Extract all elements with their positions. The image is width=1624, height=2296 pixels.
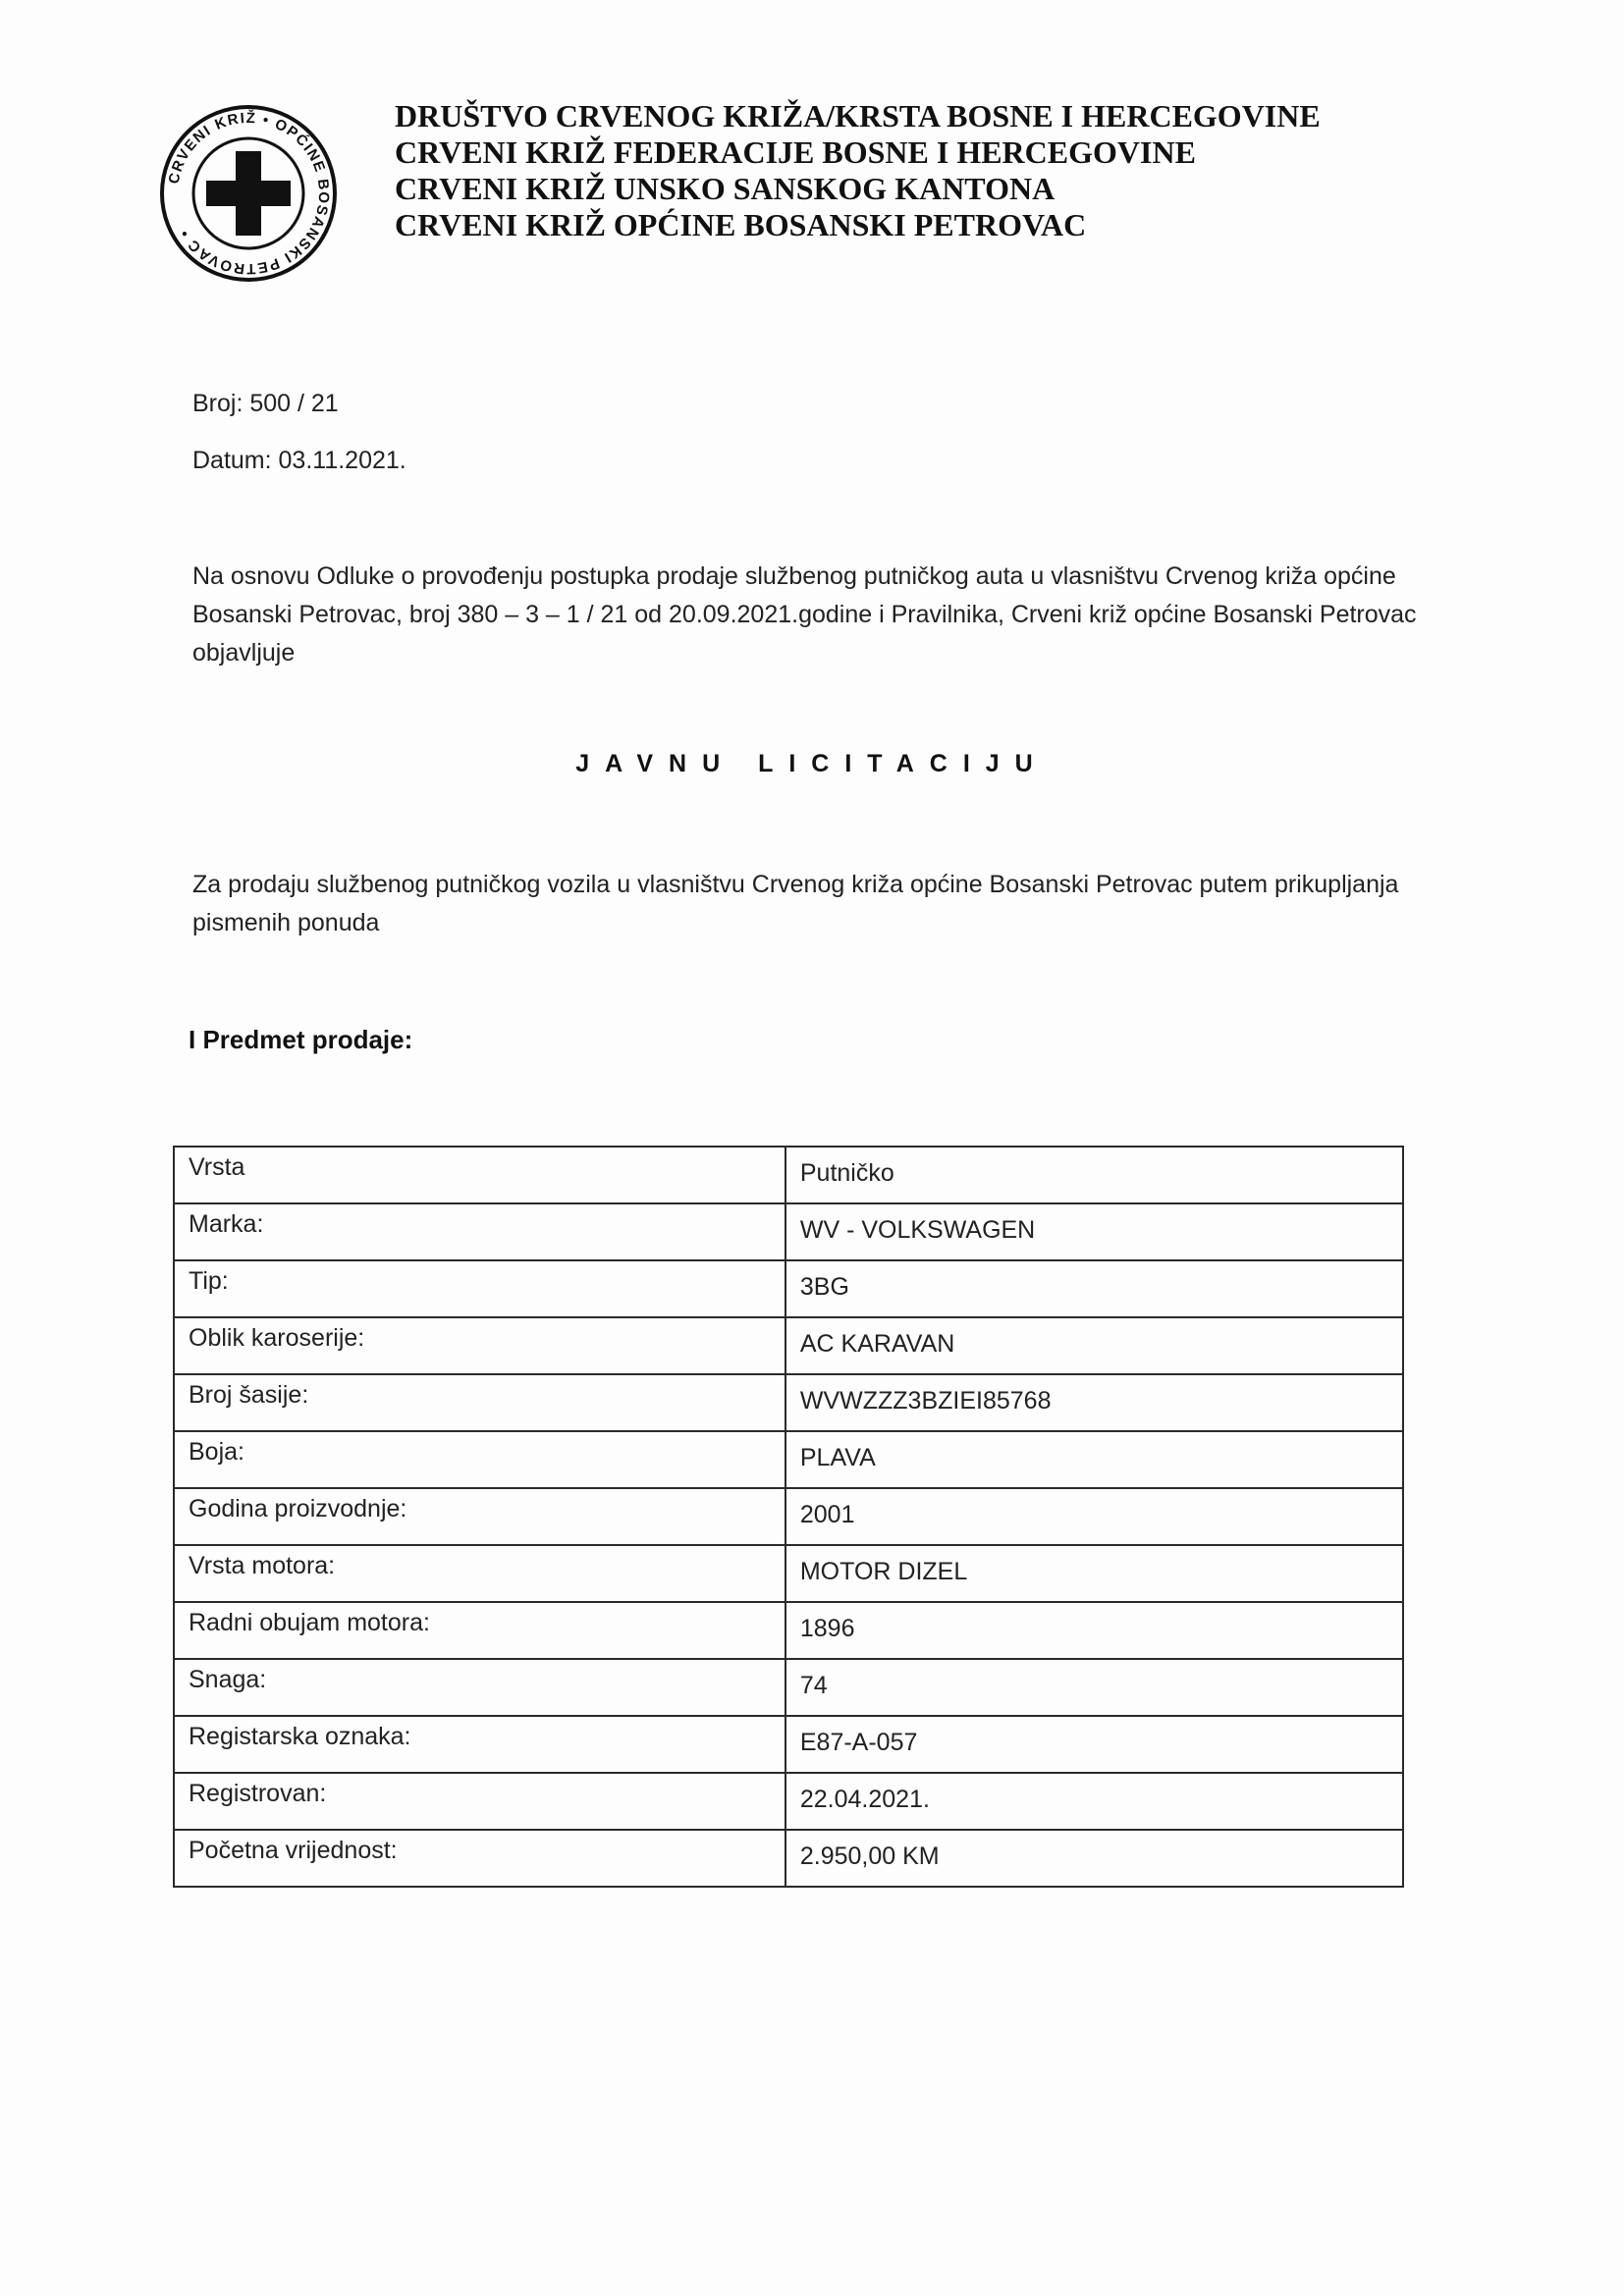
row-label: Godina proizvodnje: (174, 1488, 785, 1545)
intro-paragraph: Na osnovu Odluke o provođenju postupka prodaje službenog putničkog auta u vlasništvu Crvenog križa općine Bosanski Petrovac, broj 380 – 3 – 1 / 21 od 20.09.2021.godine i Pravilnika, Crveni križ općine Bosanski Petrovac objavljuje (192, 562, 1417, 667)
section-title: I Predmet prodaje: (189, 1025, 413, 1054)
row-label: Radni obujam motora: (174, 1602, 785, 1659)
row-label: Broj šasije: (174, 1374, 785, 1431)
row-label: Vrsta motora: (174, 1545, 785, 1602)
table-row (174, 1602, 1403, 1659)
row-value: 2001 (785, 1488, 1403, 1545)
row-label: Vrsta (174, 1147, 785, 1203)
purpose-paragraph: Za prodaju službenog putničkog vozila u vlasništvu Crvenog križa općine Bosanski Petrovac putem prikupljanja pismenih ponuda (192, 871, 1399, 936)
row-label: Registrovan: (174, 1773, 785, 1830)
document-date: Datum: 03.11.2021. (192, 447, 406, 474)
document-heading: JAVNU LICITACIJU (575, 750, 1049, 777)
row-label: Marka: (174, 1203, 785, 1260)
red-cross-logo (157, 102, 340, 285)
table-row (174, 1773, 1403, 1830)
table-row (174, 1203, 1403, 1260)
table-row (174, 1317, 1403, 1374)
row-value: WV - VOLKSWAGEN (785, 1203, 1403, 1260)
org-line-3: CRVENI KRIŽ UNSKO SANSKOG KANTONA (395, 171, 1056, 206)
reference-number: Broj: 500 / 21 (192, 390, 339, 417)
org-line-1: DRUŠTVO CRVENOG KRIŽA/KRSTA BOSNE I HERCEGOVINE (395, 98, 1321, 133)
vehicle-spec-table (173, 1146, 1404, 1888)
table-row (174, 1374, 1403, 1431)
svg-text:CRVENI KRIŽ • OPĆINE BOSANSKI: CRVENI KRIŽ • OPĆINE BOSANSKI PETROVAC • (165, 109, 333, 278)
table-row (174, 1147, 1403, 1203)
row-label: Početna vrijednost: (174, 1830, 785, 1887)
row-label: Snaga: (174, 1659, 785, 1716)
row-value: E87-A-057 (785, 1716, 1403, 1773)
row-value: 1896 (785, 1602, 1403, 1659)
row-value: 74 (785, 1659, 1403, 1716)
row-label: Registarska oznaka: (174, 1716, 785, 1773)
table-row (174, 1488, 1403, 1545)
table-row (174, 1431, 1403, 1488)
table-row (174, 1830, 1403, 1887)
table-row (174, 1659, 1403, 1716)
org-line-2: CRVENI KRIŽ FEDERACIJE BOSNE I HERCEGOVINE (395, 134, 1196, 170)
table-row (174, 1716, 1403, 1773)
row-value: 2.950,00 KM (785, 1830, 1403, 1887)
row-value: 3BG (785, 1260, 1403, 1317)
row-value: PLAVA (785, 1431, 1403, 1488)
row-value: AC KARAVAN (785, 1317, 1403, 1374)
row-value: MOTOR DIZEL (785, 1545, 1403, 1602)
table-row (174, 1545, 1403, 1602)
row-value: Putničko (785, 1147, 1403, 1203)
org-line-4: CRVENI KRIŽ OPĆINE BOSANSKI PETROVAC (395, 207, 1087, 242)
row-label: Tip: (174, 1260, 785, 1317)
row-label: Boja: (174, 1431, 785, 1488)
table-row (174, 1260, 1403, 1317)
row-label: Oblik karoserije: (174, 1317, 785, 1374)
row-value: WVWZZZ3BZIEI85768 (785, 1374, 1403, 1431)
organization-header (395, 98, 1321, 243)
row-value: 22.04.2021. (785, 1773, 1403, 1830)
